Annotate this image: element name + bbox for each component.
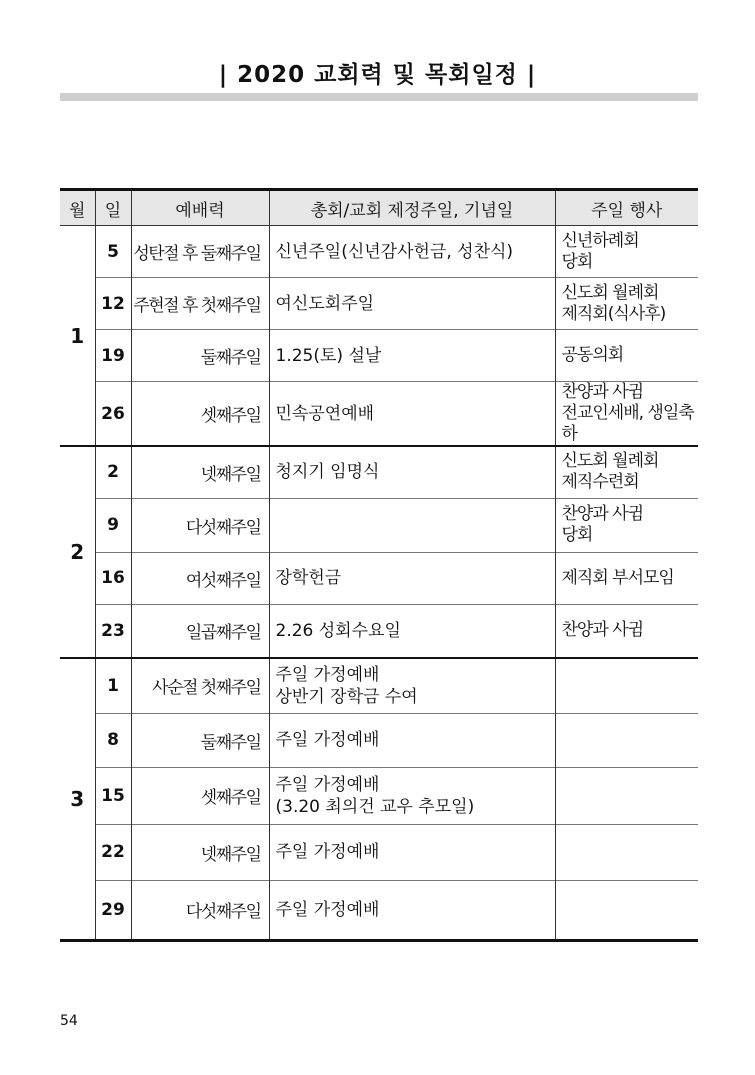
event-cell: 2.26 성회수요일 — [269, 604, 555, 658]
church-calendar-table — [60, 188, 698, 942]
activity-cell: 찬양과 사귐 전교인세배, 생일축하 — [555, 382, 698, 447]
week-cell: 셋째주일 — [131, 382, 269, 447]
week-cell: 일곱째주일 — [131, 604, 269, 658]
day-cell: 9 — [95, 498, 131, 552]
event-cell: 청지기 임명식 — [269, 446, 555, 498]
week-cell: 다섯째주일 — [131, 880, 269, 940]
activity-cell: 신년하례회 당회 — [555, 226, 698, 278]
header-week: 예배력 — [131, 190, 269, 226]
table-row — [60, 446, 698, 498]
activity-cell — [555, 658, 698, 713]
header-activity: 주일 행사 — [555, 190, 698, 226]
table-row — [60, 824, 698, 880]
day-cell: 23 — [95, 604, 131, 658]
day-cell: 29 — [95, 880, 131, 940]
event-cell: 주일 가정예배 — [269, 824, 555, 880]
header-month: 월 — [60, 190, 95, 226]
table-row — [60, 767, 698, 824]
event-cell: 1.25(토) 설날 — [269, 330, 555, 382]
day-cell: 26 — [95, 382, 131, 447]
activity-cell: 찬양과 사귐 당회 — [555, 498, 698, 552]
table-row — [60, 382, 698, 447]
week-cell: 여섯째주일 — [131, 552, 269, 604]
event-cell: 주일 가정예배 (3.20 최의건 교우 추모일) — [269, 767, 555, 824]
activity-cell — [555, 824, 698, 880]
day-cell: 12 — [95, 278, 131, 330]
header-event: 총회/교회 제정주일, 기념일 — [269, 190, 555, 226]
month-cell: 1 — [70, 323, 85, 348]
day-cell: 1 — [95, 658, 131, 713]
table-row — [60, 552, 698, 604]
table-row — [60, 498, 698, 552]
week-cell: 사순절 첫째주일 — [131, 658, 269, 713]
table-row — [60, 226, 698, 278]
table-header-row — [60, 190, 698, 226]
activity-cell: 공동의회 — [555, 330, 698, 382]
event-cell: 주일 가정예배 — [269, 880, 555, 940]
week-cell: 둘째주일 — [131, 713, 269, 767]
day-cell: 16 — [95, 552, 131, 604]
table-row — [60, 330, 698, 382]
event-cell: 주일 가정예배 상반기 장학금 수여 — [269, 658, 555, 713]
week-cell: 넷째주일 — [131, 824, 269, 880]
page-number: 54 — [60, 1013, 78, 1029]
week-cell: 주현절 후 첫째주일 — [131, 278, 269, 330]
page-title: | 2020 교회력 및 목회일정 | — [218, 62, 537, 88]
event-cell: 주일 가정예배 — [269, 713, 555, 767]
activity-cell: 제직회 부서모임 — [555, 552, 698, 604]
title-underline-bar — [60, 93, 698, 101]
day-cell: 19 — [95, 330, 131, 382]
day-cell: 22 — [95, 824, 131, 880]
week-cell: 셋째주일 — [131, 767, 269, 824]
month-cell: 2 — [60, 446, 95, 658]
activity-cell: 찬양과 사귐 — [555, 604, 698, 658]
header-day: 일 — [95, 190, 131, 226]
day-cell: 2 — [95, 446, 131, 498]
event-cell — [269, 498, 555, 552]
activity-cell — [555, 713, 698, 767]
event-cell: 여신도회주일 — [269, 278, 555, 330]
week-cell: 다섯째주일 — [131, 498, 269, 552]
event-cell: 장학헌금 — [269, 552, 555, 604]
week-cell: 넷째주일 — [131, 446, 269, 498]
event-cell: 신년주일(신년감사헌금, 성찬식) — [269, 226, 555, 278]
day-cell: 5 — [95, 226, 131, 278]
table-row — [60, 713, 698, 767]
activity-cell — [555, 767, 698, 824]
table-row — [60, 278, 698, 330]
week-cell: 성탄절 후 둘째주일 — [131, 226, 269, 278]
month-cell: 3 — [60, 658, 95, 940]
week-cell: 둘째주일 — [131, 330, 269, 382]
day-cell: 15 — [95, 767, 131, 824]
activity-cell — [555, 880, 698, 940]
activity-cell: 신도회 월례회 제직수련회 — [555, 446, 698, 498]
table-row — [60, 880, 698, 940]
table-row — [60, 604, 698, 658]
event-cell: 민속공연예배 — [269, 382, 555, 447]
activity-cell: 신도회 월례회 제직회(식사후) — [555, 278, 698, 330]
table-row — [60, 658, 698, 713]
day-cell: 8 — [95, 713, 131, 767]
